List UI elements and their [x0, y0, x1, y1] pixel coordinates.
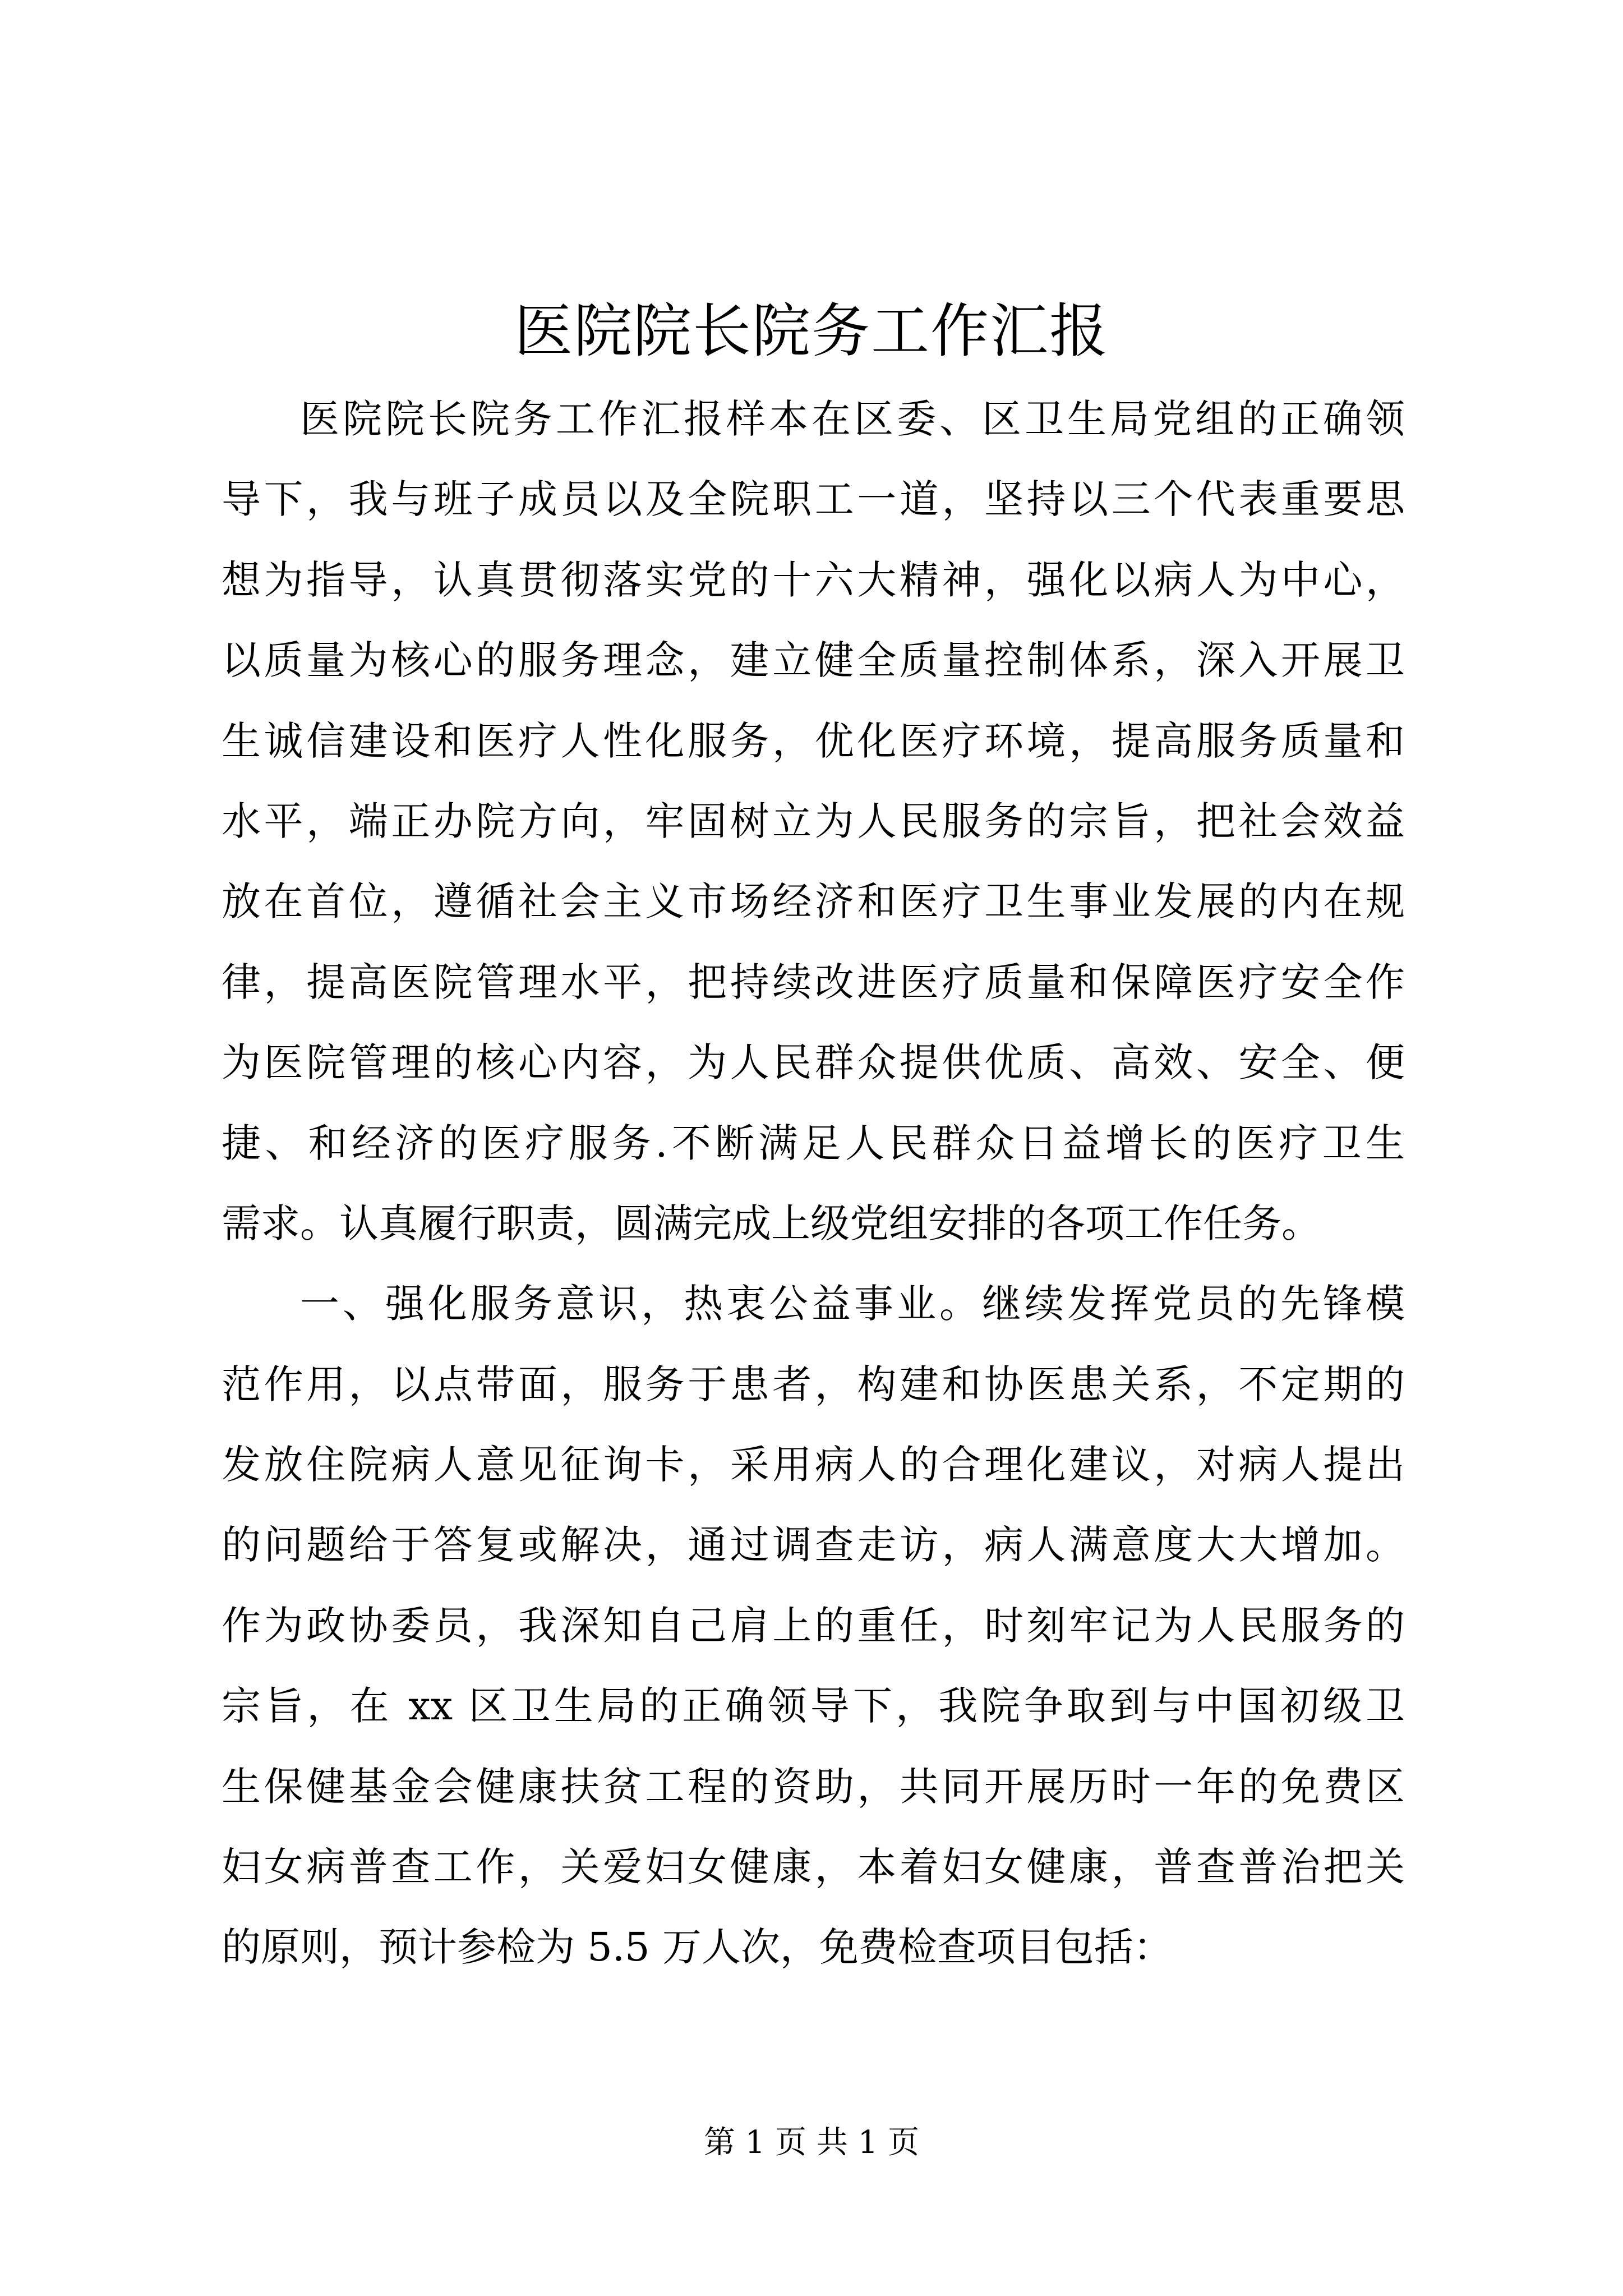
paragraph-2-line: 发放住院病人意见征询卡，采用病人的合理化建议，对病人提出	[222, 1442, 1405, 1488]
document-title: 医院院长院务工作汇报	[514, 297, 1109, 365]
paragraph-1-line: 捷、和经济的医疗服务.不断满足人民群众日益增长的医疗卫生	[222, 1120, 1405, 1166]
paragraph-1-line: 水平，端正办院方向，牢固树立为人民服务的宗旨，把社会效益	[222, 798, 1405, 844]
paragraph-2-line: 妇女病普查工作，关爱妇女健康，本着妇女健康，普查普治把关	[222, 1844, 1405, 1890]
paragraph-1-line: 为医院管理的核心内容，为人民群众提供优质、高效、安全、便	[222, 1039, 1405, 1086]
paragraph-2-line: 的原则，预计参检为 5.5 万人次，免费检查项目包括：	[222, 1924, 1173, 1971]
paragraph-2-line: 宗旨，在 xx 区卫生局的正确领导下，我院争取到与中国初级卫	[222, 1683, 1405, 1729]
paragraph-1-line: 导下，我与班子成员以及全院职工一道，坚持以三个代表重要思	[222, 476, 1405, 523]
paragraph-2-line: 一、强化服务意识，热衷公益事业。继续发挥党员的先锋模	[300, 1281, 1405, 1327]
paragraph-1-line: 律，提高医院管理水平，把持续改进医疗质量和保障医疗安全作	[222, 959, 1405, 1005]
paragraph-1-line: 医院院长院务工作汇报样本在区委、区卫生局党组的正确领	[300, 396, 1405, 442]
paragraph-1-line: 需求。认真履行职责，圆满完成上级党组安排的各项工作任务。	[222, 1200, 1321, 1246]
paragraph-2-line: 生保健基金会健康扶贫工程的资助，共同开展历时一年的免费区	[222, 1763, 1405, 1810]
paragraph-1-line: 以质量为核心的服务理念，建立健全质量控制体系，深入开展卫	[222, 637, 1405, 684]
paragraph-2-line: 范作用，以点带面，服务于患者，构建和协医患关系，不定期的	[222, 1361, 1405, 1407]
paragraph-2-line: 的问题给于答复或解决，通过调查走访，病人满意度大大增加。	[222, 1522, 1405, 1568]
paragraph-1-line: 生诚信建设和医疗人性化服务，优化医疗环境，提高服务质量和	[222, 717, 1405, 764]
paragraph-1-line: 想为指导，认真贯彻落实党的十六大精神，强化以病人为中心，	[222, 556, 1405, 603]
document-body	[222, 379, 1405, 1988]
paragraph-2-line: 作为政协委员，我深知自己肩上的重任，时刻牢记为人民服务的	[222, 1602, 1405, 1649]
page-number-footer: 第 1 页 共 1 页	[703, 2124, 920, 2161]
paragraph-1-line: 放在首位，遵循社会主义市场经济和医疗卫生事业发展的内在规	[222, 878, 1405, 925]
